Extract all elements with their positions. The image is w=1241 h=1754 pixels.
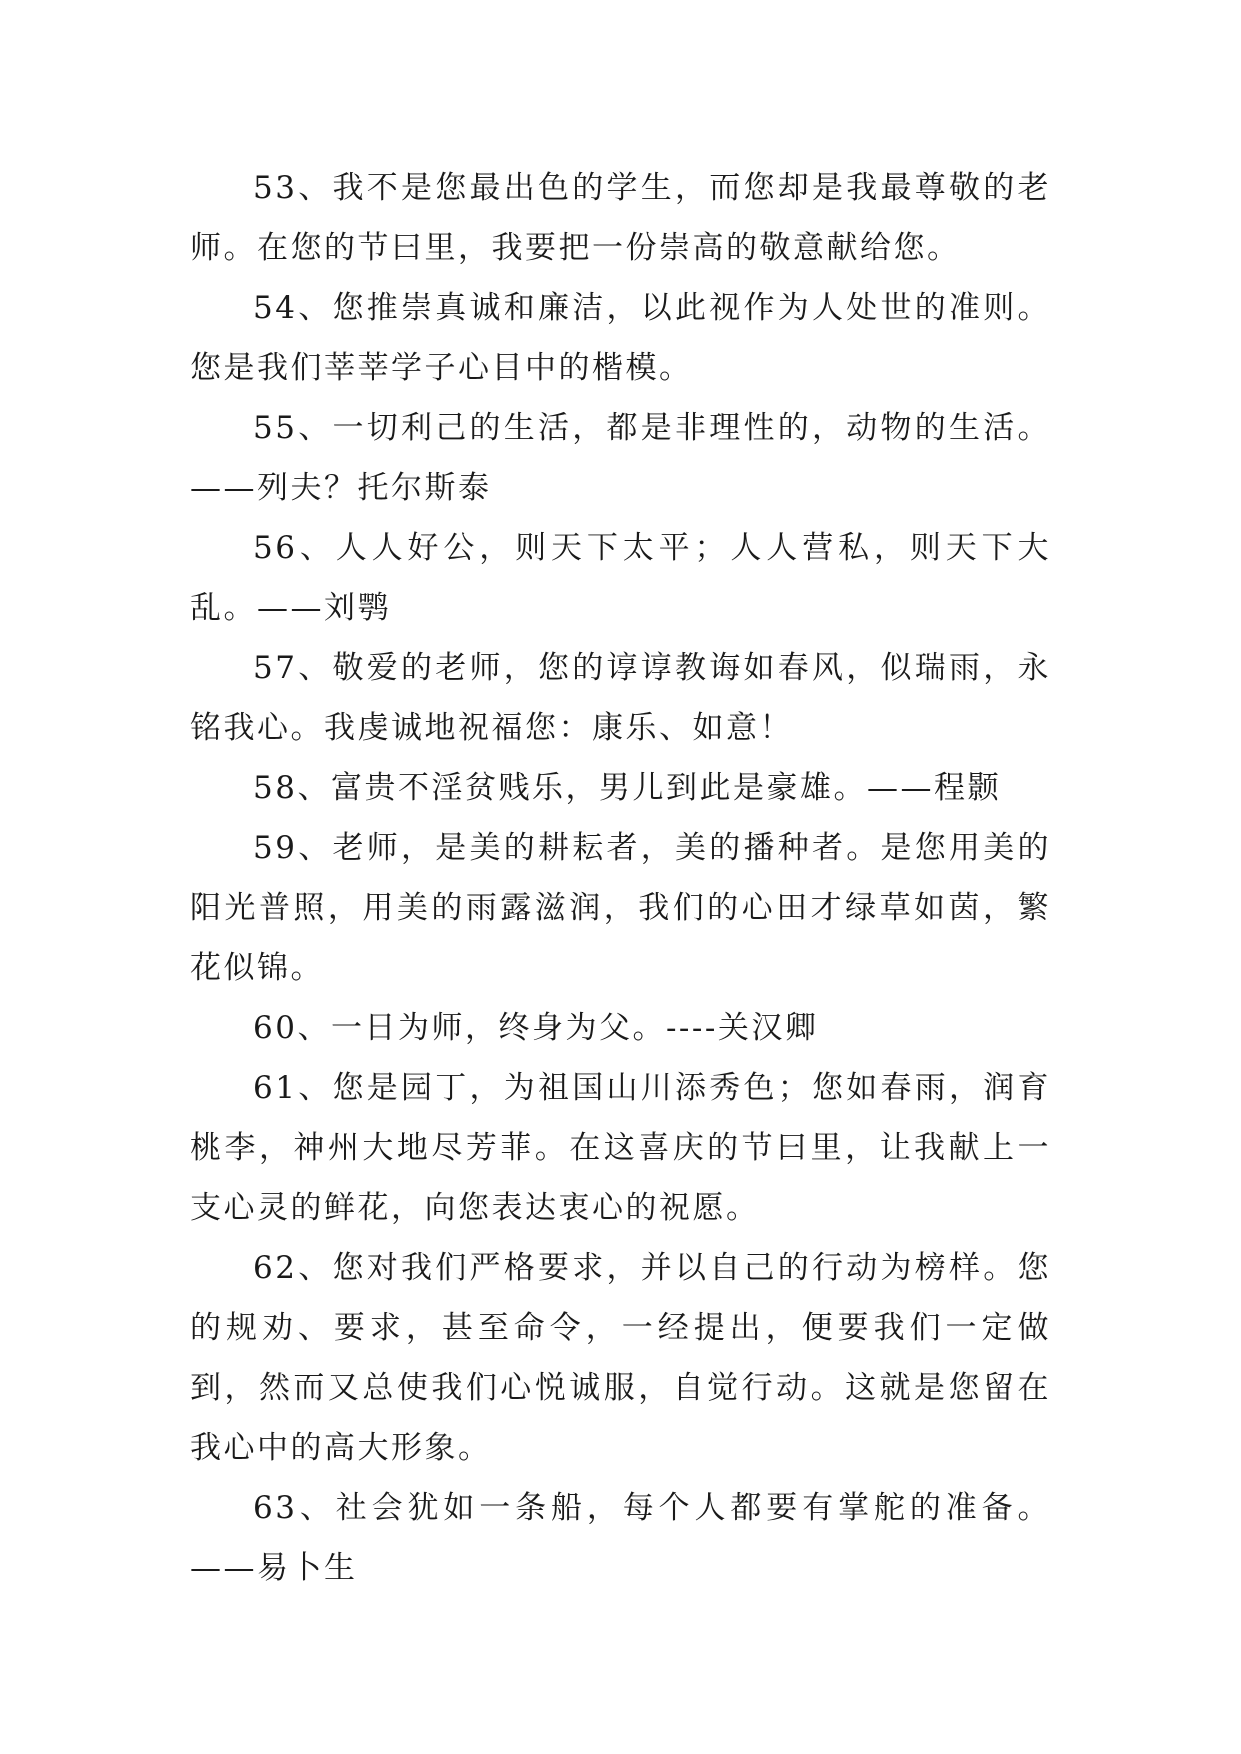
paragraph-60: 60、一日为师，终身为父。----关汉卿 [253,1010,819,1046]
paragraph-59: 59、老师，是美的耕耘者，美的播种者。是您用美的阳光普照，用美的雨露滋润，我们的心田才绿草如茵，繁花似锦。 [190,830,1051,986]
paragraph-56: 56、人人好公，则天下太平；人人营私，则天下大乱。——刘鹗 [190,530,1051,626]
paragraph-63: 63、社会犹如一条船，每个人都要有掌舵的准备。——易卜生 [190,1490,1051,1586]
paragraph-57: 57、敬爱的老师，您的谆谆教诲如春风，似瑞雨，永铭我心。我虔诚地祝福您：康乐、如意！ [190,650,1051,746]
document-page [190,158,1051,1598]
paragraph-54: 54、您推崇真诚和廉洁，以此视作为人处世的准则。您是我们莘莘学子心目中的楷模。 [190,290,1051,386]
paragraph-61: 61、您是园丁，为祖国山川添秀色；您如春雨，润育桃李，神州大地尽芳菲。在这喜庆的节曰里，让我献上一支心灵的鲜花，向您表达衷心的祝愿。 [190,1070,1051,1226]
paragraph-58: 58、富贵不淫贫贱乐，男儿到此是豪雄。——程颢 [253,770,1001,806]
paragraph-62: 62、您对我们严格要求，并以自己的行动为榜样。您的规劝、要求，甚至命令，一经提出，便要我们一定做到，然而又总使我们心悦诚服，自觉行动。这就是您留在我心中的高大形象。 [190,1250,1051,1466]
paragraph-55: 55、一切利己的生活，都是非理性的，动物的生活。——列夫？托尔斯泰 [190,410,1051,506]
paragraph-53: 53、我不是您最出色的学生，而您却是我最尊敬的老师。在您的节曰里，我要把一份崇高的敬意献给您。 [190,170,1051,266]
